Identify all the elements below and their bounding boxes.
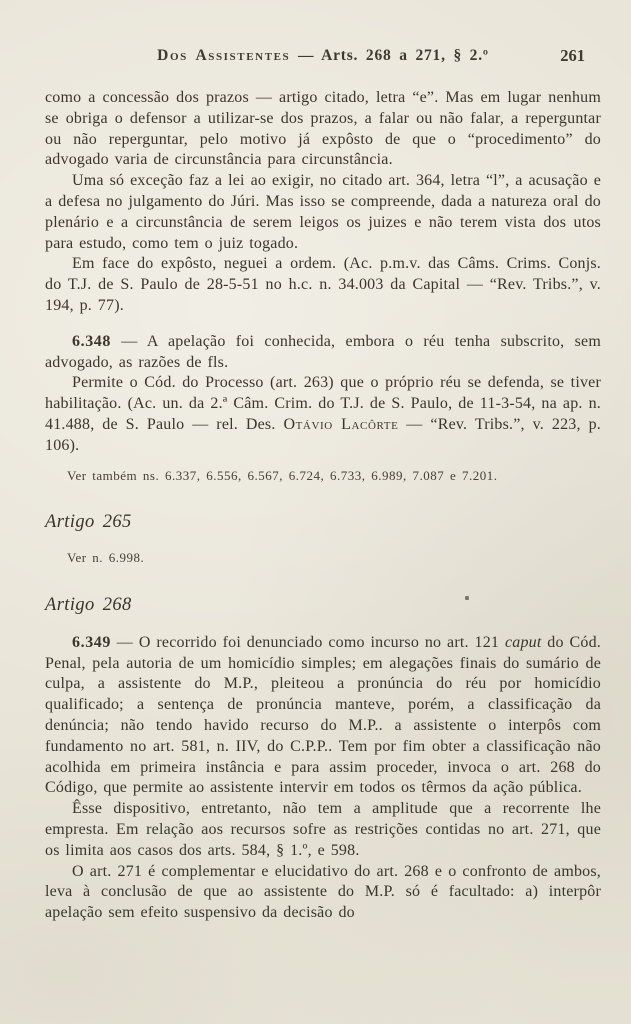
- paragraph: [45, 88, 601, 171]
- chapter-articles-range: — Arts. 268 a 271, § 2.º: [297, 47, 489, 64]
- article-heading: [45, 595, 601, 616]
- text-segment: Uma só exceção faz a lei ao exigir, no citado art. 364, letra “l”, a acusação e a defesa no julgamento do Júri. Mas isso se compreende, dada a natureza oral do plenário e a circunstância de serem leigos os juizes e não terem vista dos utos para estudo, como tem o juiz togado.: [45, 172, 601, 252]
- section-number: 6.349: [72, 633, 111, 651]
- article-heading: [45, 512, 601, 533]
- paragraph: [45, 254, 601, 316]
- text-segment: como a concessão dos prazos — artigo citado, letra “e”. Mas em lugar nenhum se obriga o defensor a utilizar-se dos prazos, a falar ou não falar, a reperguntar ou não reperguntar, pelo motivo já expôsto de que o “procedimento” do advogado varia de circunstância para circunstância.: [45, 89, 601, 169]
- running-header: [45, 46, 601, 68]
- paragraph: [45, 171, 601, 254]
- text-segment: Permite o Cód. do Processo (art. 263) que o próprio réu se defenda, se tiver habilitação. (Ac. un. da 2.ª Câm. Crim. do T.J. de S. Paulo, de 11-3-54, na ap. n. 41.488, de S. Paulo — rel. Des.: [45, 374, 601, 433]
- text-segment: Artigo 268: [45, 594, 132, 615]
- text-segment: Ver n. 6.998.: [67, 550, 145, 566]
- paragraph: [45, 332, 601, 374]
- text-segment: — “Rev. Tribs.”, v. 223, p. 106).: [45, 415, 601, 454]
- text-segment: Em face do expôsto, neguei a ordem. (Ac. p.m.v. das Câms. Crims. Conjs. do T.J. de S. Paulo de 28-5-51 no h.c. n. 34.003 da Capital — “Rev. Tribs.”, v. 194, p. 77).: [45, 255, 601, 314]
- text-segment: do Cód. Penal, pela autoria de um homicídio simples; em alegações finais do sumário de culpa, a assistente do M.P., pleiteou a pronúncia do réu por homicídio qualificado; a sentença de pronúncia manteve, porém, a classificação da denúncia; não tendo havido recurso do M.P.. a assistente o interpôs com fundamento no art. 581, n. IIV, do C.P.P.. Tem por fim obter a classificação não acolhida em primeira instância e para assim proceder, invoca o art. 268 do Código, que permite ao assistente intervir em todos os têrmos da ação pública.: [45, 633, 601, 797]
- text-segment: O art. 271 é complementar e elucidativo do art. 268 e o confronto de ambos, leva à conclusão de que ao assistente do M.P. só é facultado: a) interpôr apelação sem efeito suspensivo da decisão do: [45, 862, 601, 922]
- running-header-title: [45, 46, 601, 67]
- text-segment: Artigo 265: [45, 512, 132, 533]
- cross-reference-note: [67, 548, 601, 569]
- text-segment: — O recorrido foi denunciado como incurso no art. 121: [111, 633, 505, 651]
- paragraph: [45, 373, 601, 456]
- section-number: 6.348: [72, 332, 111, 350]
- cross-reference-note: [67, 466, 601, 487]
- paragraph: [45, 862, 601, 924]
- page-number: 261: [560, 46, 585, 65]
- text-segment: Êsse dispositivo, entretanto, não tem a amplitude que a recorrente lhe empresta. Em relação aos recursos sofre as restrições contidas no art. 271, que os limita aos casos dos arts. 584, § 1.º, e 598.: [45, 800, 601, 859]
- paragraph: [45, 799, 601, 861]
- scan-speck-artifact: [465, 596, 469, 600]
- latin-term: caput: [504, 633, 542, 651]
- text-segment: — A apelação foi conhecida, embora o réu tenha subscrito, sem advogado, as razões de fls.: [45, 332, 601, 371]
- page-content: [45, 88, 601, 924]
- paragraph: [45, 633, 601, 799]
- chapter-title: Dos Assistentes: [157, 47, 291, 64]
- text-segment: Ver também ns. 6.337, 6.556, 6.567, 6.724, 6.733, 6.989, 7.087 e 7.201.: [67, 467, 498, 483]
- judge-name: Otávio Lacôrte: [283, 415, 399, 433]
